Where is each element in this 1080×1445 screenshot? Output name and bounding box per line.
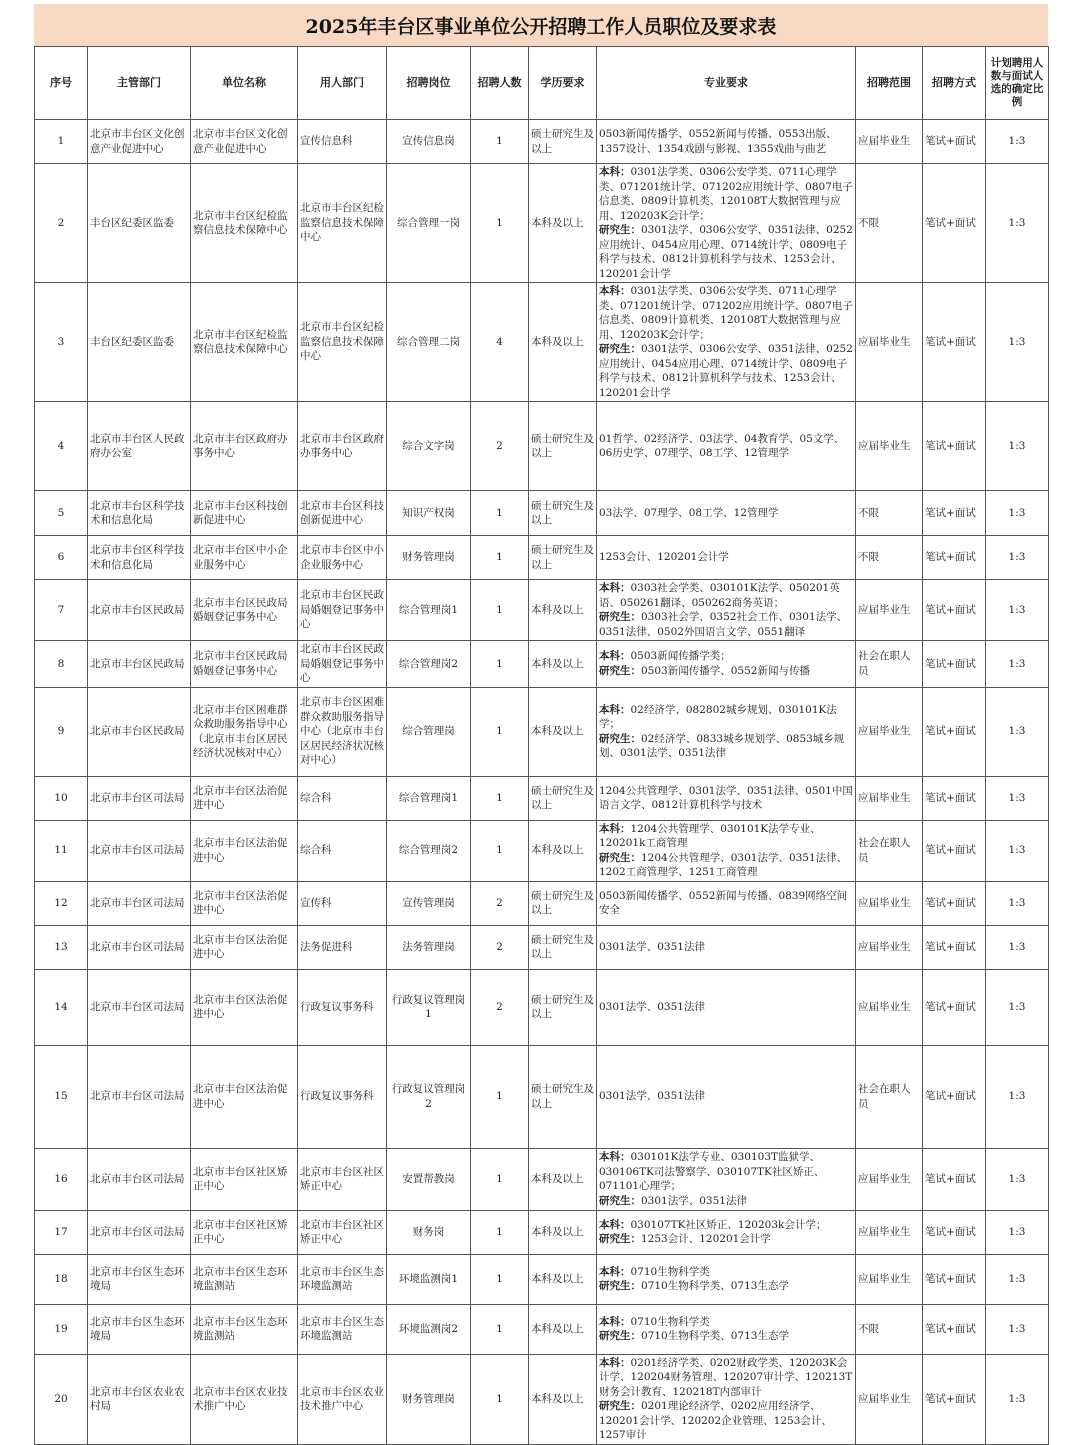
grad-label: 研究生：: [599, 224, 641, 236]
cell-no: 3: [35, 283, 88, 402]
undergrad-label: 本科：: [599, 1356, 631, 1369]
cell-dept: 北京市丰台区司法局: [88, 881, 191, 925]
cell-office: 北京市丰台区民政局婚姻登记事务中心: [298, 580, 387, 641]
cell-office: 北京市丰台区纪检监察信息技术保障中心: [298, 283, 387, 402]
grad-majors: 0301法学、0351法律: [641, 1194, 747, 1207]
cell-req: 0301法学、0351法律: [597, 925, 856, 969]
undergrad-majors: 030107TK社区矫正、120203k会计学；: [630, 1218, 827, 1231]
undergrad-majors: 1204公共管理学、030101K法学专业、120201k工商管理: [599, 822, 821, 849]
header-office: 用人部门: [298, 47, 387, 120]
cell-scope: 社会在职人员: [856, 641, 923, 688]
cell-count: 1: [471, 536, 529, 580]
cell-no: 14: [35, 969, 88, 1045]
cell-no: 17: [35, 1210, 88, 1254]
undergrad-majors: 0710生物科学类: [630, 1315, 710, 1328]
cell-scope: 不限: [856, 491, 923, 536]
cell-ratio: 1:3: [986, 491, 1049, 536]
cell-scope: 不限: [856, 1304, 923, 1354]
cell-ratio: 1:3: [986, 1354, 1049, 1444]
cell-unit: 北京市丰台区文化创意产业促进中心: [191, 120, 298, 164]
cell-post: 安置帮教岗: [387, 1148, 471, 1210]
undergrad-label: 本科：: [599, 1265, 631, 1278]
cell-scope: 应届毕业生: [856, 969, 923, 1045]
cell-scope: 应届毕业生: [856, 687, 923, 776]
cell-req: 0503新闻传播学、0552新闻与传播、0553出版、1357设计、1354戏剧与影视、1355戏曲与曲艺: [597, 120, 856, 164]
cell-scope: 不限: [856, 536, 923, 580]
table-title: 2025年丰台区事业单位公开招聘工作人员职位及要求表: [34, 4, 1048, 46]
cell-count: 1: [471, 491, 529, 536]
cell-unit: 北京市丰台区农业技术推广中心: [191, 1354, 298, 1444]
grad-label: 研究生：: [599, 1330, 641, 1342]
cell-dept: 北京市丰台区司法局: [88, 1045, 191, 1148]
cell-ratio: 1:3: [986, 820, 1049, 881]
grad-majors: 0303社会学、0352社会工作、0301法学、0351法律、0502外国语言文学、0551翻译: [599, 611, 848, 638]
header-scope: 招聘范围: [856, 47, 923, 120]
cell-no: 12: [35, 881, 88, 925]
cell-no: 2: [35, 164, 88, 283]
cell-dept: 北京市丰台区生态环境局: [88, 1304, 191, 1354]
cell-unit: 北京市丰台区民政局婚姻登记事务中心: [191, 580, 298, 641]
cell-office: 北京市丰台区社区矫正中心: [298, 1148, 387, 1210]
table-row: [35, 1254, 1049, 1304]
cell-unit: 北京市丰台区生态环境监测站: [191, 1254, 298, 1304]
grad-label: 研究生：: [599, 1194, 641, 1207]
table-row: [35, 402, 1049, 491]
cell-dept: 北京市丰台区民政局: [88, 687, 191, 776]
cell-unit: 北京市丰台区纪检监察信息技术保障中心: [191, 283, 298, 402]
cell-post: 财务岗: [387, 1210, 471, 1254]
cell-edu: 硕士研究生及以上: [529, 491, 597, 536]
cell-dept: 北京市丰台区司法局: [88, 776, 191, 820]
cell-dept: 北京市丰台区文化创意产业促进中心: [88, 120, 191, 164]
cell-office: 北京市丰台区民政局婚姻登记事务中心: [298, 641, 387, 688]
cell-edu: 本科及以上: [529, 1254, 597, 1304]
cell-unit: 北京市丰台区政府办事务中心: [191, 402, 298, 491]
cell-post: 综合管理岗2: [387, 820, 471, 881]
undergrad-label: 本科：: [599, 166, 631, 178]
cell-method: 笔试+面试: [923, 687, 986, 776]
grad-label: 研究生：: [599, 1233, 641, 1245]
undergrad-majors: 0303社会学类、030101K法学、050201英语、050261翻译、050262商务英语；: [599, 582, 840, 609]
undergrad-label: 本科：: [599, 582, 631, 594]
undergrad-majors: 0503新闻传播学类；: [630, 650, 731, 663]
cell-post: 综合管理二岗: [387, 283, 471, 402]
cell-edu: 本科及以上: [529, 641, 597, 688]
undergrad-label: 本科：: [599, 822, 631, 835]
cell-dept: 北京市丰台区民政局: [88, 580, 191, 641]
cell-method: 笔试+面试: [923, 969, 986, 1045]
undergrad-label: 本科：: [599, 1218, 631, 1231]
cell-scope: 应届毕业生: [856, 1148, 923, 1210]
cell-edu: 本科及以上: [529, 1354, 597, 1444]
grad-label: 研究生：: [599, 1400, 641, 1412]
grad-majors: 1253会计、120201会计学: [641, 1233, 771, 1245]
table-row: [35, 283, 1049, 402]
cell-office: 法务促进科: [298, 925, 387, 969]
table-row: [35, 925, 1049, 969]
cell-office: 北京市丰台区纪检监察信息技术保障中心: [298, 164, 387, 283]
cell-req: 03法学、07理学、08工学、12管理学: [597, 491, 856, 536]
grad-majors: 02经济学、0833城乡规划学、0853城乡规划、0301法学、0351法律: [599, 732, 845, 759]
cell-dept: 丰台区纪委区监委: [88, 164, 191, 283]
cell-post: 综合文字岗: [387, 402, 471, 491]
table-row: [35, 687, 1049, 776]
cell-method: 笔试+面试: [923, 776, 986, 820]
cell-unit: 北京市丰台区生态环境监测站: [191, 1304, 298, 1354]
cell-edu: 硕士研究生及以上: [529, 536, 597, 580]
cell-scope: 应届毕业生: [856, 1210, 923, 1254]
cell-method: 笔试+面试: [923, 1254, 986, 1304]
table-row: [35, 536, 1049, 580]
cell-ratio: 1:3: [986, 1304, 1049, 1354]
undergrad-label: 本科：: [599, 1151, 631, 1163]
cell-req: [597, 1210, 856, 1254]
cell-no: 18: [35, 1254, 88, 1304]
cell-count: 1: [471, 580, 529, 641]
undergrad-majors: 0301法学类、0306公安学类、0711心理学类、071201统计学、071202应用统计学、0807电子信息类、0809计算机类、120108T大数据管理与应用、120203K会计学；: [599, 166, 853, 222]
cell-edu: 本科及以上: [529, 283, 597, 402]
cell-dept: 丰台区纪委区监委: [88, 283, 191, 402]
cell-post: 综合管理岗1: [387, 776, 471, 820]
cell-edu: 本科及以上: [529, 580, 597, 641]
cell-post: 宣传信息岗: [387, 120, 471, 164]
cell-edu: 本科及以上: [529, 1148, 597, 1210]
cell-ratio: 1:3: [986, 969, 1049, 1045]
table-row: [35, 1354, 1049, 1444]
cell-count: 1: [471, 120, 529, 164]
cell-office: 行政复议事务科: [298, 969, 387, 1045]
cell-unit: 北京市丰台区中小企业服务中心: [191, 536, 298, 580]
cell-post: 行政复议管理岗2: [387, 1045, 471, 1148]
table-row: [35, 969, 1049, 1045]
cell-office: 北京市丰台区政府办事务中心: [298, 402, 387, 491]
cell-count: 2: [471, 402, 529, 491]
cell-count: 1: [471, 1354, 529, 1444]
table-row: [35, 580, 1049, 641]
cell-edu: 硕士研究生及以上: [529, 776, 597, 820]
cell-post: 综合管理一岗: [387, 164, 471, 283]
cell-unit: 北京市丰台区困难群众救助服务指导中心（北京市丰台区居民经济状况核对中心）: [191, 687, 298, 776]
cell-edu: 本科及以上: [529, 820, 597, 881]
cell-req: [597, 641, 856, 688]
cell-post: 环境监测岗1: [387, 1254, 471, 1304]
cell-ratio: 1:3: [986, 925, 1049, 969]
cell-req: [597, 1354, 856, 1444]
cell-req: 01哲学、02经济学、03法学、04教育学、05文学、06历史学、07理学、08工学、12管理学: [597, 402, 856, 491]
cell-scope: 社会在职人员: [856, 1045, 923, 1148]
cell-dept: 北京市丰台区司法局: [88, 1210, 191, 1254]
cell-no: 5: [35, 491, 88, 536]
header-unit: 单位名称: [191, 47, 298, 120]
cell-no: 4: [35, 402, 88, 491]
cell-unit: 北京市丰台区法治促进中心: [191, 969, 298, 1045]
header-edu: 学历要求: [529, 47, 597, 120]
cell-method: 笔试+面试: [923, 536, 986, 580]
cell-office: 北京市丰台区科技创新促进中心: [298, 491, 387, 536]
cell-edu: 硕士研究生及以上: [529, 120, 597, 164]
cell-req: [597, 687, 856, 776]
grad-majors: 0503新闻传播学、0552新闻与传播: [641, 664, 810, 677]
cell-scope: 应届毕业生: [856, 120, 923, 164]
cell-post: 财务管理岗: [387, 1354, 471, 1444]
table-body: [35, 120, 1049, 1445]
cell-req: 0503新闻传播学、0552新闻与传播、0839网络空间安全: [597, 881, 856, 925]
cell-req: [597, 580, 856, 641]
cell-ratio: 1:3: [986, 641, 1049, 688]
cell-unit: 北京市丰台区科技创新促进中心: [191, 491, 298, 536]
grad-majors: 1204公共管理学、0301法学、0351法律、1202工商管理学、1251工商管理: [599, 851, 848, 878]
cell-dept: 北京市丰台区人民政府办公室: [88, 402, 191, 491]
cell-edu: 本科及以上: [529, 1304, 597, 1354]
cell-scope: 应届毕业生: [856, 283, 923, 402]
cell-office: 综合科: [298, 776, 387, 820]
table-row: [35, 881, 1049, 925]
table-row: [35, 641, 1049, 688]
cell-count: 1: [471, 687, 529, 776]
table-row: [35, 776, 1049, 820]
cell-post: 财务管理岗: [387, 536, 471, 580]
cell-post: 知识产权岗: [387, 491, 471, 536]
table-row: [35, 1210, 1049, 1254]
cell-scope: 不限: [856, 164, 923, 283]
cell-req: 0301法学、0351法律: [597, 1045, 856, 1148]
cell-unit: 北京市丰台区法治促进中心: [191, 925, 298, 969]
cell-method: 笔试+面试: [923, 1045, 986, 1148]
cell-edu: 本科及以上: [529, 1210, 597, 1254]
header-post: 招聘岗位: [387, 47, 471, 120]
cell-dept: 北京市丰台区农业农村局: [88, 1354, 191, 1444]
header-count: 招聘人数: [471, 47, 529, 120]
cell-office: 北京市丰台区农业技术推广中心: [298, 1354, 387, 1444]
cell-edu: 硕士研究生及以上: [529, 1045, 597, 1148]
undergrad-label: 本科：: [599, 285, 631, 297]
cell-unit: 北京市丰台区法治促进中心: [191, 776, 298, 820]
cell-scope: 应届毕业生: [856, 580, 923, 641]
grad-majors: 0301法学、0306公安学、0351法律、0252应用统计、0454应用心理、0714统计学、0809电子科学与技术、0812计算机科学与技术、1253会计、120201会计学: [599, 224, 853, 280]
cell-dept: 北京市丰台区司法局: [88, 1148, 191, 1210]
cell-req: [597, 164, 856, 283]
cell-dept: 北京市丰台区司法局: [88, 820, 191, 881]
cell-office: 北京市丰台区社区矫正中心: [298, 1210, 387, 1254]
cell-post: 宣传管理岗: [387, 881, 471, 925]
cell-unit: 北京市丰台区法治促进中心: [191, 881, 298, 925]
cell-ratio: 1:3: [986, 1148, 1049, 1210]
cell-ratio: 1:3: [986, 536, 1049, 580]
cell-edu: 硕士研究生及以上: [529, 881, 597, 925]
cell-method: 笔试+面试: [923, 881, 986, 925]
cell-ratio: 1:3: [986, 1210, 1049, 1254]
cell-ratio: 1:3: [986, 881, 1049, 925]
cell-edu: 本科及以上: [529, 164, 597, 283]
cell-post: 法务管理岗: [387, 925, 471, 969]
undergrad-majors: 02经济学、082802城乡规划、030101K法学；: [599, 703, 837, 730]
cell-scope: 应届毕业生: [856, 1354, 923, 1444]
undergrad-label: 本科：: [599, 650, 631, 663]
cell-office: 北京市丰台区困难群众救助服务指导中心（北京市丰台区居民经济状况核对中心）: [298, 687, 387, 776]
cell-req: 1253会计、120201会计学: [597, 536, 856, 580]
cell-method: 笔试+面试: [923, 1304, 986, 1354]
undergrad-label: 本科：: [599, 703, 631, 716]
cell-count: 4: [471, 283, 529, 402]
cell-no: 1: [35, 120, 88, 164]
cell-method: 笔试+面试: [923, 164, 986, 283]
cell-ratio: 1:3: [986, 402, 1049, 491]
cell-dept: 北京市丰台区民政局: [88, 641, 191, 688]
cell-post: 综合管理岗2: [387, 641, 471, 688]
undergrad-majors: 0710生物科学类: [630, 1265, 710, 1278]
cell-unit: 北京市丰台区民政局婚姻登记事务中心: [191, 641, 298, 688]
cell-edu: 本科及以上: [529, 687, 597, 776]
grad-majors: 0301法学、0306公安学、0351法律、0252应用统计、0454应用心理、0714统计学、0809电子科学与技术、0812计算机科学与技术、1253会计、120201会计学: [599, 343, 853, 399]
cell-req: 0301法学、0351法律: [597, 969, 856, 1045]
cell-method: 笔试+面试: [923, 641, 986, 688]
cell-count: 1: [471, 1210, 529, 1254]
cell-unit: 北京市丰台区社区矫正中心: [191, 1148, 298, 1210]
cell-post: 综合管理岗1: [387, 580, 471, 641]
cell-method: 笔试+面试: [923, 1210, 986, 1254]
cell-edu: 硕士研究生及以上: [529, 925, 597, 969]
grad-majors: 0201理论经济学、0202应用经济学、120201会计学、120202企业管理、1253会计、1257审计: [599, 1400, 832, 1441]
cell-scope: 应届毕业生: [856, 925, 923, 969]
cell-req: 1204公共管理学、0301法学、0351法律、0501中国语言文学、0812计算机科学与技术: [597, 776, 856, 820]
cell-unit: 北京市丰台区法治促进中心: [191, 820, 298, 881]
grad-label: 研究生：: [599, 851, 641, 864]
cell-req: [597, 1148, 856, 1210]
cell-no: 15: [35, 1045, 88, 1148]
header-method: 招聘方式: [923, 47, 986, 120]
cell-dept: 北京市丰台区司法局: [88, 969, 191, 1045]
cell-ratio: 1:3: [986, 1254, 1049, 1304]
cell-ratio: 1:3: [986, 283, 1049, 402]
cell-unit: 北京市丰台区纪检监察信息技术保障中心: [191, 164, 298, 283]
cell-no: 13: [35, 925, 88, 969]
cell-count: 1: [471, 164, 529, 283]
undergrad-majors: 0301法学类、0306公安学类、0711心理学类、071201统计学、071202应用统计学、0807电子信息类、0809计算机类、120108T大数据管理与应用、120203K会计学；: [599, 285, 853, 341]
cell-count: 2: [471, 925, 529, 969]
cell-no: 10: [35, 776, 88, 820]
cell-edu: 硕士研究生及以上: [529, 402, 597, 491]
header-ratio: 计划聘用人数与面试人选的确定比例: [986, 47, 1049, 120]
cell-count: 1: [471, 1148, 529, 1210]
cell-scope: 社会在职人员: [856, 820, 923, 881]
cell-count: 1: [471, 820, 529, 881]
cell-office: 北京市丰台区中小企业服务中心: [298, 536, 387, 580]
cell-method: 笔试+面试: [923, 283, 986, 402]
cell-req: [597, 283, 856, 402]
cell-dept: 北京市丰台区司法局: [88, 925, 191, 969]
cell-dept: 北京市丰台区生态环境局: [88, 1254, 191, 1304]
cell-method: 笔试+面试: [923, 820, 986, 881]
cell-post: 行政复议管理岗1: [387, 969, 471, 1045]
cell-method: 笔试+面试: [923, 1148, 986, 1210]
recruitment-table: [34, 46, 1049, 1445]
cell-count: 1: [471, 641, 529, 688]
undergrad-label: 本科：: [599, 1315, 631, 1328]
cell-method: 笔试+面试: [923, 491, 986, 536]
header-no: 序号: [35, 47, 88, 120]
cell-no: 11: [35, 820, 88, 881]
cell-office: 宣传信息科: [298, 120, 387, 164]
table-row: [35, 120, 1049, 164]
grad-majors: 0710生物科学类、0713生态学: [641, 1330, 789, 1342]
cell-office: 行政复议事务科: [298, 1045, 387, 1148]
grad-label: 研究生：: [599, 1280, 641, 1292]
header-row: [35, 47, 1049, 120]
cell-ratio: 1:3: [986, 164, 1049, 283]
cell-req: [597, 820, 856, 881]
table-row: [35, 820, 1049, 881]
cell-post: 综合管理岗: [387, 687, 471, 776]
cell-scope: 应届毕业生: [856, 881, 923, 925]
cell-no: 16: [35, 1148, 88, 1210]
cell-count: 1: [471, 776, 529, 820]
grad-label: 研究生：: [599, 343, 641, 355]
cell-ratio: 1:3: [986, 120, 1049, 164]
cell-post: 环境监测岗2: [387, 1304, 471, 1354]
cell-method: 笔试+面试: [923, 925, 986, 969]
cell-req: [597, 1304, 856, 1354]
header-dept: 主管部门: [88, 47, 191, 120]
grad-label: 研究生：: [599, 611, 641, 623]
cell-no: 19: [35, 1304, 88, 1354]
cell-no: 20: [35, 1354, 88, 1444]
header-req: 专业要求: [597, 47, 856, 120]
cell-count: 1: [471, 1304, 529, 1354]
table-row: [35, 491, 1049, 536]
cell-scope: 应届毕业生: [856, 1254, 923, 1304]
cell-edu: 硕士研究生及以上: [529, 969, 597, 1045]
cell-method: 笔试+面试: [923, 402, 986, 491]
cell-method: 笔试+面试: [923, 580, 986, 641]
cell-count: 1: [471, 1045, 529, 1148]
table-row: [35, 1304, 1049, 1354]
cell-office: 北京市丰台区生态环境监测站: [298, 1254, 387, 1304]
cell-office: 北京市丰台区生态环境监测站: [298, 1304, 387, 1354]
undergrad-majors: 030101K法学专业、030103T监狱学、030106TK司法警察学、030107TK社区矫正、071101心理学；: [599, 1151, 825, 1192]
cell-count: 2: [471, 881, 529, 925]
cell-unit: 北京市丰台区社区矫正中心: [191, 1210, 298, 1254]
table-row: [35, 164, 1049, 283]
cell-count: 2: [471, 969, 529, 1045]
cell-ratio: 1:3: [986, 776, 1049, 820]
cell-scope: 应届毕业生: [856, 402, 923, 491]
undergrad-majors: 0201经济学类、0202财政学类、120203K会计学、120204财务管理、120207审计学、120213T财务会计教育、120218T内部审计: [599, 1356, 853, 1398]
cell-method: 笔试+面试: [923, 1354, 986, 1444]
table-row: [35, 1045, 1049, 1148]
cell-dept: 北京市丰台区科学技术和信息化局: [88, 491, 191, 536]
cell-scope: 应届毕业生: [856, 776, 923, 820]
cell-dept: 北京市丰台区科学技术和信息化局: [88, 536, 191, 580]
cell-no: 8: [35, 641, 88, 688]
cell-req: [597, 1254, 856, 1304]
cell-no: 6: [35, 536, 88, 580]
cell-ratio: 1:3: [986, 687, 1049, 776]
cell-method: 笔试+面试: [923, 120, 986, 164]
table-row: [35, 1148, 1049, 1210]
grad-label: 研究生：: [599, 664, 641, 677]
cell-office: 宣传科: [298, 881, 387, 925]
cell-unit: 北京市丰台区法治促进中心: [191, 1045, 298, 1148]
cell-ratio: 1:3: [986, 1045, 1049, 1148]
grad-majors: 0710生物科学类、0713生态学: [641, 1280, 789, 1292]
cell-no: 9: [35, 687, 88, 776]
cell-no: 7: [35, 580, 88, 641]
cell-office: 综合科: [298, 820, 387, 881]
cell-ratio: 1:3: [986, 580, 1049, 641]
cell-count: 1: [471, 1254, 529, 1304]
grad-label: 研究生：: [599, 732, 641, 745]
